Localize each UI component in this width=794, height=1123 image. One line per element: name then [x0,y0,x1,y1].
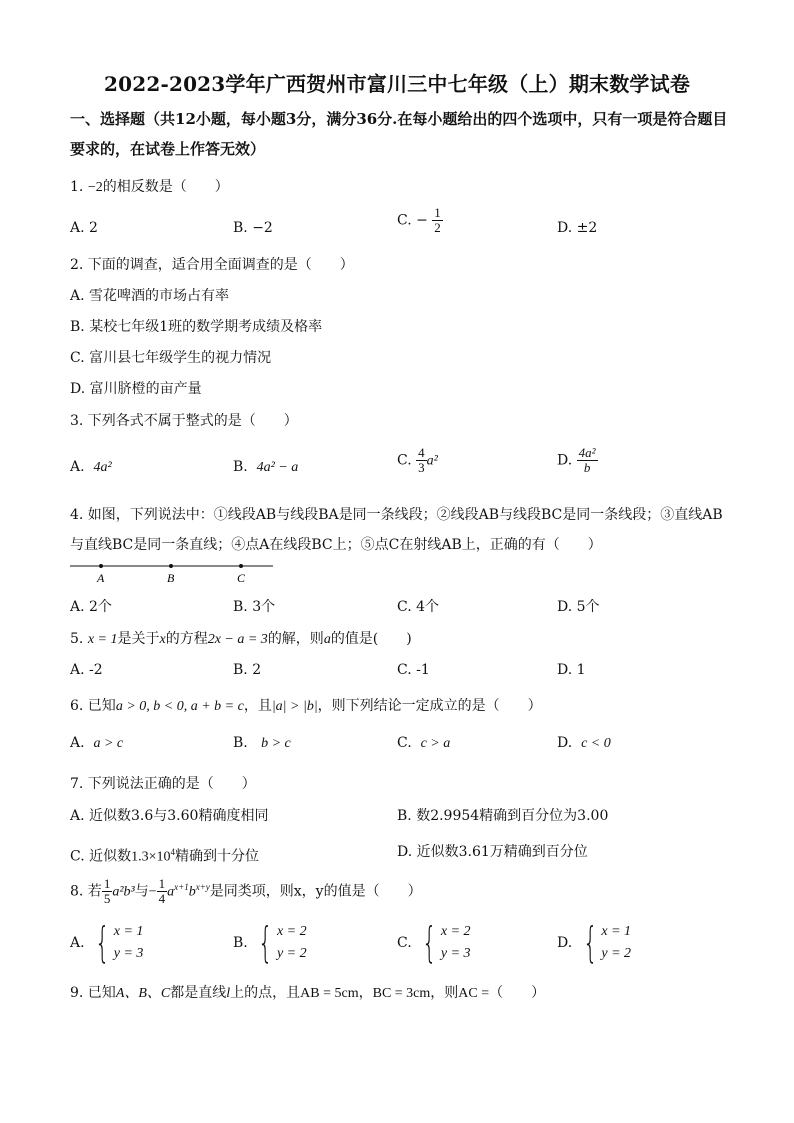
q3-option-d: D. $\frac{\text{4a²}}{b}$ [557,445,596,475]
q1-option-b: B. −2 [233,220,273,236]
q8-option-a: A. { x = 1 y = 3 [70,918,144,967]
q4-option-a: A. 2个 [70,599,112,615]
q2-option-b: B. 某校七年级1班的数学期考成绩及格率 [70,319,323,335]
point-a-dot [99,564,103,568]
q2-option-d: D. 富川脐橙的亩产量 [70,381,202,397]
q8-option-b: B. { x = 2 y = 2 [233,918,307,967]
section-heading: 一、选择题（共12小题，每小题3分，满分36分.在每小题给出的四个选项中，只有一项是符合题目要求的，在试卷上作答无效） [70,110,728,158]
point-c-dot [239,564,243,568]
equation-system: { x = 1 y = 3 [95,918,144,967]
q4-option-c: C. 4个 [397,599,440,615]
q1-option-a: A. 2 [70,220,98,236]
q7-option-d: D. 近似数3.61万精确到百分位 [397,844,588,860]
q8-option-d: D. { x = 1 y = 2 [557,918,632,967]
q2-option-c: C. 富川县七年级学生的视力情况 [70,350,272,366]
q7-option-b: B. 数2.9954精确到百分位为3.00 [397,808,609,824]
q3-option-c: C. $\frac{4}{3}$ a² [397,445,438,475]
q6-option-b: B. b > c [233,735,291,751]
q7-option-a: A. 近似数3.6与3.60精确度相同 [70,808,269,824]
q8-option-c: C. { x = 2 y = 3 [397,918,471,967]
question-6: 6. 已知a > 0, b < 0, a + b = c，且|a| > |b|，则下列结论一定成立的是（ ） [70,698,542,714]
fraction: $\frac{\text{4a²}}{b}$ [578,445,596,475]
q1-option-c: C. − $\frac{1}{2}$ [397,205,441,235]
question-5: 5. x = 1是关于x的方程2x − a = 3的解，则a的值是( ) [70,631,412,647]
point-a-label: A [97,571,105,585]
question-7: 7. 下列说法正确的是（ ） [70,776,256,792]
q4-option-d: D. 5个 [557,599,600,615]
line-figure [70,557,280,587]
fraction: $\frac{1}{2}$ [434,205,441,235]
question-8: 8. 若 $\frac{1}{5}$ a²b³与− $\frac{1}{4}$ $a^{x+1}b^{x+y}$是同类项，则x，y的值是（ ） [70,876,422,907]
q2-option-a: A. 雪花啤酒的市场占有率 [70,288,230,304]
q5-option-b: B. 2 [233,662,262,678]
point-b-label: B [167,571,175,585]
question-9: 9. 已知A、B、C都是直线l上的点，且AB = 5cm，BC = 3cm，则AC =（ ） [70,985,546,1001]
question-3: 3. 下列各式不属于整式的是（ ） [70,413,298,429]
equation-system: { x = 2 y = 3 [422,918,471,967]
q4-option-b: B. 3个 [233,599,276,615]
page-title: 2022-2023学年广西贺州市富川三中七年级（上）期末数学试卷 [103,72,691,96]
fraction: $\frac{1}{4}$ [158,876,166,907]
q5-option-d: D. 1 [557,662,586,678]
q7-option-c: C. 近似数$1.3\times 10^4$精确到十分位 [70,847,260,865]
q5-option-c: C. -1 [397,662,430,678]
q3-option-a: A. 4a² [70,459,112,475]
equation-system: { x = 2 y = 2 [258,918,307,967]
point-c-label: C [237,571,246,585]
q1-option-d: D. ±2 [557,220,598,236]
fraction: $\frac{1}{5}$ [103,876,111,907]
q5-option-a: A. -2 [70,662,103,678]
equation-system: { x = 1 y = 2 [582,918,632,967]
question-1: 1. −2的相反数是（ ） [70,179,229,195]
q6-option-c: C. c > a [397,735,451,751]
point-b-dot [169,564,173,568]
q6-option-d: D. c < 0 [557,735,611,751]
question-4: 4. 如图，下列说法中：①线段AB与线段BA是同一条线段；②线段AB与线段BC是同一条线段；③直线AB与直线BC是同一条直线；④点A在线段BC上；⑤点C在射线AB上，正确的有（ ） [70,507,723,553]
question-2: 2. 下面的调查，适合用全面调查的是（ ） [70,257,354,273]
q6-option-a: A. a > c [70,735,124,751]
q3-option-b: B. 4a² − a [233,459,299,475]
fraction: $\frac{4}{3}$ [418,445,425,475]
